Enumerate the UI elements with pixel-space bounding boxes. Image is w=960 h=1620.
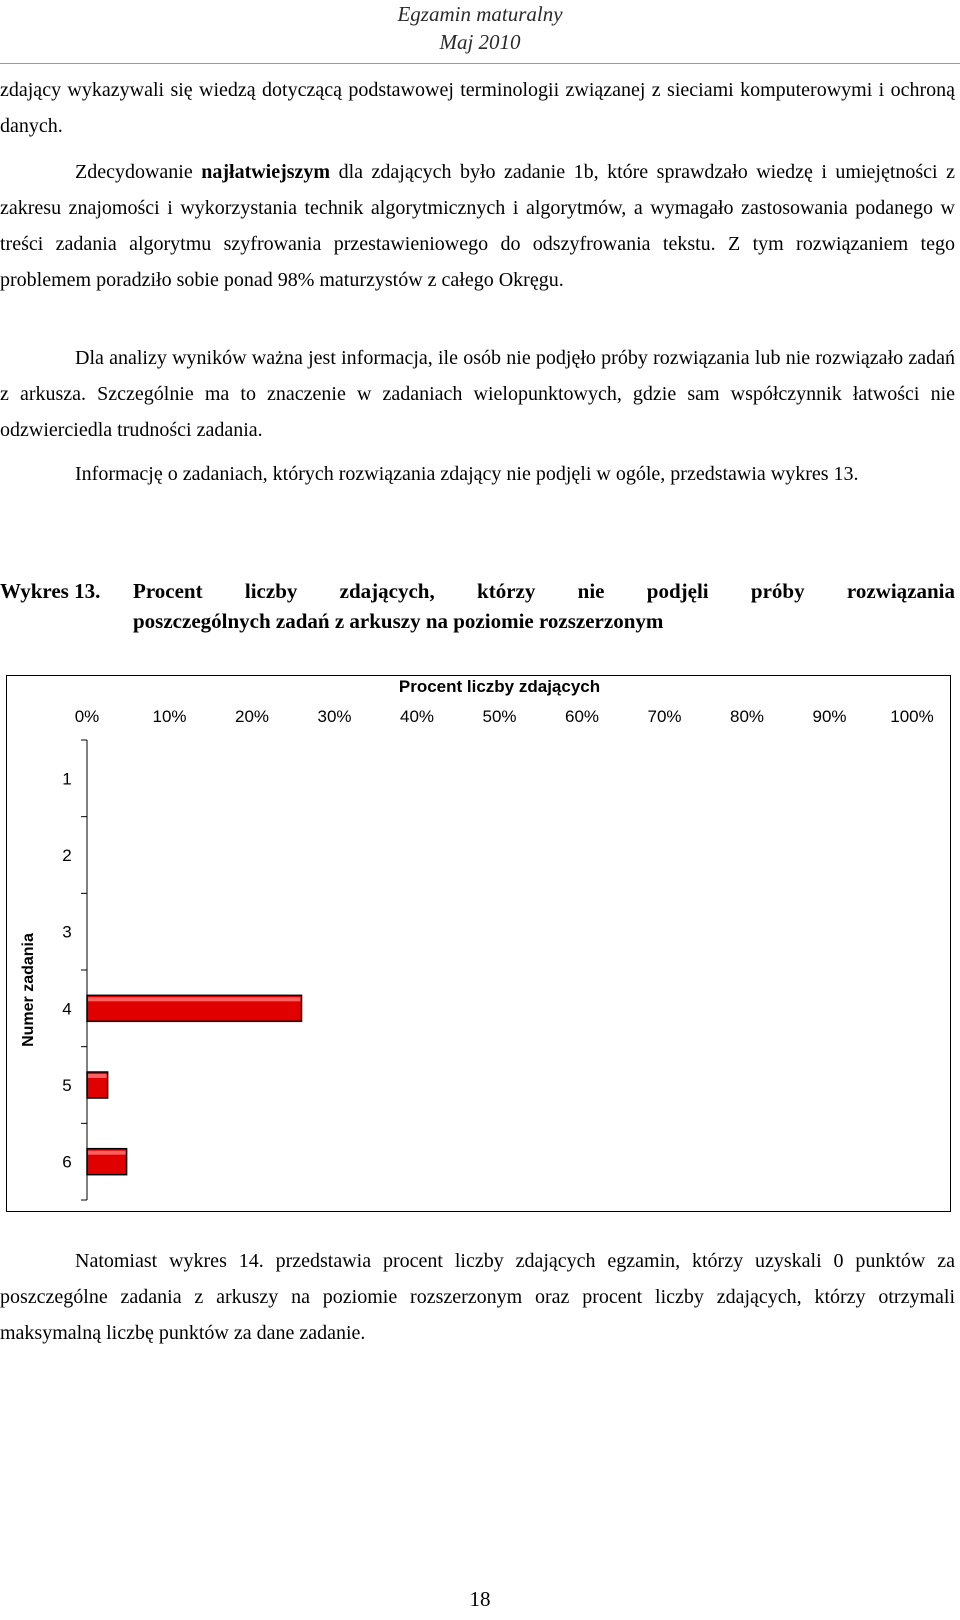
y-tick-label-1: 1 [62, 769, 72, 789]
chart-caption-line2: poszczególnych zadań z arkuszy na poziomie rozszerzonym [133, 609, 664, 633]
paragraph-easiest-task-rest: dla zdających było zadanie 1b, które sprawdzało wiedzę i umiejętności z zakresu znajomości i wykorzystania technik algorytmicznych i algorytmów, a wymagało zastosowania podanego w treści zadania algorytmu szyfrowania przestawieniowego do odszyfrowania tekstu. Z tym rozwiązaniem tego problemem poradziło sobie ponad 98% maturzystów z całego Okręgu. [0, 161, 955, 291]
y-tick-label-2: 2 [62, 846, 72, 865]
y-tick-label-5: 5 [62, 1076, 72, 1095]
x-tick-label-80pct: 80% [729, 707, 765, 726]
paragraph-easiest-task-start: Zdecydowanie [75, 161, 202, 183]
chart-area [6, 675, 951, 1212]
paragraph-terminology: zdający wykazywali się wiedzą dotyczącą podstawowej terminologii związanej z sieciami komputerowymi i ochroną danych. [0, 79, 955, 137]
x-tick-label-0pct: 0% [74, 707, 100, 726]
y-tick-label-3: 3 [62, 922, 72, 942]
x-tick-label-70pct: 70% [647, 707, 682, 726]
header-divider [0, 63, 960, 64]
bar-highlight-task-5 [88, 1074, 107, 1078]
x-tick-label-60pct: 60% [564, 707, 600, 726]
x-tick-label-50pct: 50% [482, 707, 517, 726]
y-tick-label-4: 4 [62, 999, 72, 1019]
header-exam-title: Egzamin maturalny [397, 2, 563, 26]
x-tick-label-100pct: 100% [890, 707, 934, 726]
paragraph-easiest-task-emphasis: najłatwiejszym [201, 161, 331, 183]
paragraph-easiest-task [0, 154, 955, 298]
chart-title: Procent liczby zdających [398, 677, 601, 696]
bar-highlight-task-6 [88, 1151, 126, 1155]
x-tick-label-20pct: 20% [234, 707, 270, 726]
bar-highlight-task-4 [88, 997, 301, 1001]
paragraph-chart-intro: Informację o zadaniach, których rozwiązania zdający nie podjęli w ogóle, przedstawia wykres 13. [75, 463, 859, 485]
chart-caption-number: Wykres 13. [0, 579, 101, 603]
chart-caption-line1: Procent liczby zdających, którzy nie podjęli próby rozwiązania [133, 579, 955, 603]
x-tick-label-30pct: 30% [317, 707, 352, 726]
x-tick-label-10pct: 10% [152, 707, 187, 726]
y-tick-label-6: 6 [62, 1152, 72, 1172]
page-number: 18 [469, 1587, 491, 1611]
y-axis-title: Numer zadania [20, 933, 37, 1047]
bar-chart [7, 676, 950, 1211]
page-header [0, 0, 960, 62]
paragraph-next-chart: Natomiast wykres 14. przedstawia procent liczby zdających egzamin, którzy uzyskali 0 punktów za poszczególne zadania z arkuszy na poziomie rozszerzonym oraz procent liczby zdających, którzy otrzymali maksymalną liczbę punktów za dane zadanie. [0, 1250, 955, 1344]
x-tick-label-90pct: 90% [812, 707, 847, 726]
x-tick-label-40pct: 40% [399, 707, 435, 726]
paragraph-analysis: Dla analizy wyników ważna jest informacja, ile osób nie podjęło próby rozwiązania lub nie rozwiązało zadań z arkusza. Szczególnie ma to znaczenie w zadaniach wielopunktowych, gdzie sam współczynnik łatwości nie odzwierciedla trudności zadania. [0, 347, 955, 441]
header-exam-date: Maj 2010 [439, 30, 521, 54]
